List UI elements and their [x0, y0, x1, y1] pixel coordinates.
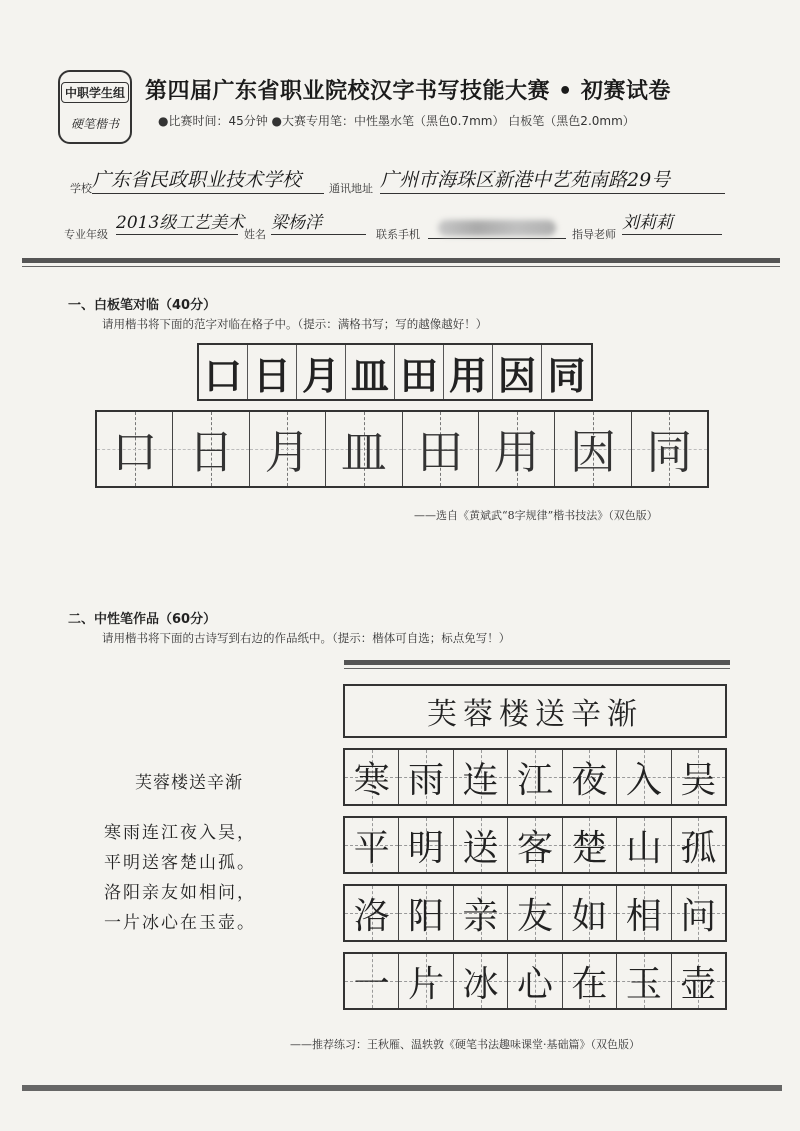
school-field[interactable]: 广东省民政职业技术学校: [92, 168, 324, 194]
work-row: [343, 816, 727, 874]
phone-field[interactable]: [428, 218, 566, 239]
work-cell[interactable]: [454, 750, 508, 804]
work-cell[interactable]: [508, 954, 562, 1008]
work-cell[interactable]: [672, 818, 725, 872]
work-char: 明: [408, 827, 445, 869]
reference-char: 口: [199, 345, 248, 399]
work-cell[interactable]: [617, 818, 671, 872]
reference-char-row: [197, 343, 593, 401]
footer-rule: [22, 1085, 782, 1091]
work-cell[interactable]: [345, 886, 399, 940]
work-char: 客: [516, 827, 553, 869]
written-char: 皿: [340, 425, 387, 479]
work-char: 阳: [408, 895, 445, 937]
reference-char: 月: [297, 345, 346, 399]
practice-cell[interactable]: [97, 412, 173, 486]
work-cell[interactable]: [508, 818, 562, 872]
work-char: 洛: [353, 895, 390, 937]
reference-char: 因: [493, 345, 542, 399]
work-row: [343, 884, 727, 942]
work-cell[interactable]: [454, 954, 508, 1008]
work-cell[interactable]: [563, 886, 617, 940]
written-char: 用: [493, 425, 540, 479]
work-cell[interactable]: [399, 750, 453, 804]
work-char: 山: [625, 827, 662, 869]
work-char: 连: [462, 759, 499, 801]
written-char: 因: [569, 425, 616, 479]
work-cell[interactable]: [454, 818, 508, 872]
work-cell[interactable]: [399, 886, 453, 940]
poem-title: 芙蓉楼送辛渐: [135, 773, 243, 793]
name-label: 姓名: [244, 228, 266, 241]
work-row: [343, 748, 727, 806]
section1-source: ——选自《黄斌武“8字规律”楷书技法》（双色版）: [414, 509, 658, 522]
reference-char: 田: [395, 345, 444, 399]
work-char: 玉: [625, 963, 662, 1005]
badge-group-label: 中职学生组: [61, 82, 129, 103]
work-cell[interactable]: [563, 818, 617, 872]
section1-title: 一、白板笔对临（40分）: [68, 298, 217, 313]
work-cell[interactable]: [672, 886, 725, 940]
work-char: 一: [353, 963, 390, 1005]
section2-source: ——推荐练习：王秋雁、温轶敦《硬笔书法趣味课堂·基础篇》（双色版）: [290, 1038, 640, 1051]
work-cell[interactable]: [399, 818, 453, 872]
work-char: 楚: [571, 827, 608, 869]
phone-label: 联系手机: [376, 228, 420, 241]
work-char: 冰: [462, 963, 499, 1005]
section2-instruction: 请用楷书将下面的古诗写到右边的作品纸中。（提示：楷体可自选；标点免写！）: [102, 631, 511, 645]
work-char: 相: [625, 895, 662, 937]
major-label: 专业年级: [64, 228, 108, 241]
practice-cell[interactable]: [326, 412, 402, 486]
poem-line: 洛阳亲友如相问，: [104, 883, 256, 903]
work-char: 送: [462, 827, 499, 869]
work-char: 入: [625, 759, 662, 801]
section2-title: 二、中性笔作品（60分）: [68, 612, 217, 627]
work-paper-top-rule-thin: [344, 668, 730, 669]
badge-style-label: 硬笔楷书: [70, 117, 119, 131]
work-cell[interactable]: [672, 954, 725, 1008]
practice-cell[interactable]: [403, 412, 479, 486]
written-char: 口: [111, 425, 158, 479]
written-char: 同: [646, 425, 693, 479]
written-char: 田: [417, 425, 464, 479]
name-field[interactable]: 梁杨洋: [271, 212, 366, 235]
work-cell[interactable]: [672, 750, 725, 804]
work-char: 问: [680, 895, 717, 937]
category-badge: [58, 70, 132, 144]
reference-char: 日: [248, 345, 297, 399]
work-cell[interactable]: [345, 818, 399, 872]
practice-cell[interactable]: [632, 412, 707, 486]
page-title: 第四届广东省职业院校汉字书写技能大赛 • 初赛试卷: [145, 79, 671, 104]
poem-line: 平明送客楚山孤。: [104, 853, 256, 873]
work-char: 吴: [680, 759, 717, 801]
work-cell[interactable]: [508, 886, 562, 940]
major-field[interactable]: 2013级工艺美术: [116, 212, 238, 235]
address-field[interactable]: 广州市海珠区新港中艺苑南路29号: [380, 168, 725, 194]
section1-instruction: 请用楷书将下面的范字对临在格子中。（提示：满格书写；写的越像越好！）: [102, 317, 488, 331]
practice-cell[interactable]: [555, 412, 631, 486]
reference-char: 同: [547, 352, 586, 398]
work-cell[interactable]: [454, 886, 508, 940]
teacher-field[interactable]: 刘莉莉: [622, 212, 722, 235]
work-cell[interactable]: [617, 750, 671, 804]
work-char: 孤: [680, 827, 717, 869]
work-cell[interactable]: [563, 750, 617, 804]
work-paper-top-rule: [344, 660, 730, 665]
header-divider: [22, 258, 780, 263]
poem-line: 一片冰心在玉壶。: [104, 913, 256, 933]
work-char: 在: [571, 963, 608, 1005]
written-char: 日: [188, 425, 235, 479]
poem-line: 寒雨连江夜入吴，: [104, 823, 256, 843]
school-label: 学校: [70, 182, 92, 195]
work-cell[interactable]: [617, 886, 671, 940]
practice-cell[interactable]: [173, 412, 249, 486]
work-char: 友: [516, 895, 553, 937]
work-char: 雨: [408, 759, 445, 801]
header-divider-thin: [22, 266, 780, 267]
work-char: 心: [516, 963, 553, 1005]
work-row: [343, 952, 727, 1010]
work-cell[interactable]: [345, 954, 399, 1008]
work-cell[interactable]: [508, 750, 562, 804]
reference-char: 皿: [346, 345, 395, 399]
practice-grid-row: [95, 410, 709, 488]
work-cell[interactable]: [617, 954, 671, 1008]
practice-cell[interactable]: [250, 412, 326, 486]
work-char: 亲: [462, 895, 499, 937]
work-cell[interactable]: [563, 954, 617, 1008]
phone-redaction: [438, 220, 556, 236]
work-char: 如: [571, 895, 608, 937]
work-cell[interactable]: [345, 750, 399, 804]
work-char: 壶: [680, 963, 717, 1005]
teacher-label: 指导老师: [572, 228, 616, 241]
page-subtitle: ●比赛时间：45分钟 ●大赛专用笔：中性墨水笔（黑色0.7mm） 白板笔（黑色2.0mm）: [158, 114, 635, 128]
work-char: 平: [353, 827, 390, 869]
practice-cell[interactable]: [479, 412, 555, 486]
work-char: 片: [408, 963, 445, 1005]
reference-char: 用: [444, 345, 493, 399]
address-label: 通讯地址: [329, 182, 373, 195]
work-char: 江: [516, 759, 553, 801]
written-char: 月: [264, 425, 311, 479]
work-cell[interactable]: [399, 954, 453, 1008]
work-char: 寒: [353, 759, 390, 801]
work-char: 夜: [571, 759, 608, 801]
work-title[interactable]: 芙蓉楼送辛渐: [343, 684, 727, 738]
